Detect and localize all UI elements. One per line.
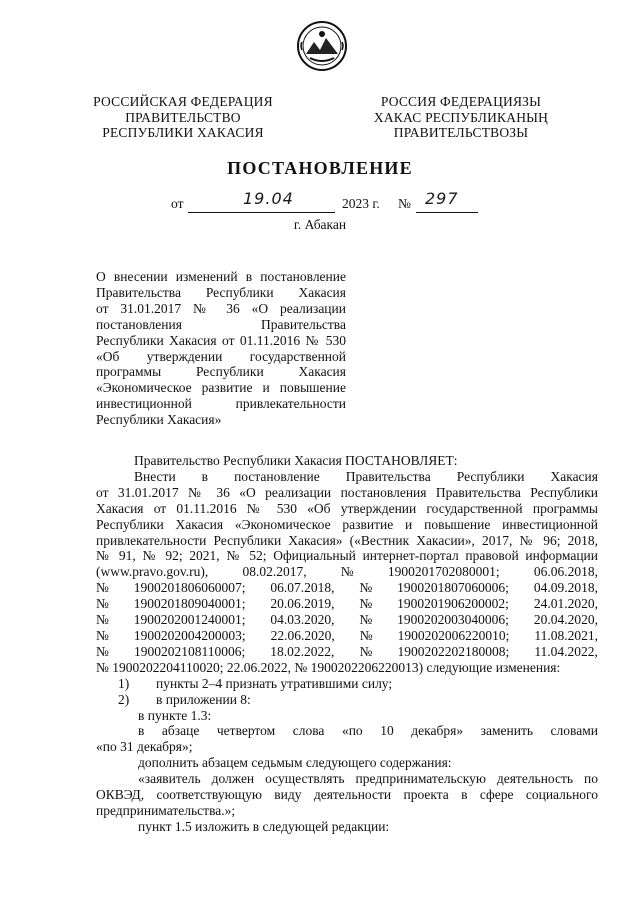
intro-line: Правительство Республики Хакасия ПОСТАНОВЛЯЕТ: xyxy=(134,453,458,468)
registry-cell: 04.09.2018, xyxy=(533,580,598,596)
registry-cell: 1900202003040006; xyxy=(397,612,509,628)
subject-line: «Экономическое развитие и повышение xyxy=(96,380,346,396)
registry-cell: 1900201809040001; xyxy=(133,596,246,612)
header-left-line: РЕСПУБЛИКИ ХАКАСИЯ xyxy=(102,125,264,140)
header-left-line: ПРАВИТЕЛЬСТВО xyxy=(125,109,241,125)
registry-cell: 24.01.2020, xyxy=(533,596,598,612)
registry-cell: 11.04.2022, xyxy=(534,643,598,659)
body-line: Республики Хакасия «Экономическое развитие и повышение инвестиционной xyxy=(96,516,598,532)
header-left xyxy=(88,94,278,141)
registry-line xyxy=(96,612,598,628)
item-number: 1) xyxy=(118,675,130,691)
header-left-line: РОССИЙСКАЯ ФЕДЕРАЦИЯ xyxy=(93,94,273,109)
registry-line xyxy=(96,628,598,644)
registry-cell: 1900201807060006; xyxy=(397,580,509,596)
list-item xyxy=(96,676,598,692)
registry-cell: № xyxy=(96,596,109,612)
document-title: ПОСТАНОВЛЕНИЕ xyxy=(227,158,413,178)
body-line: в пункте 1.3: xyxy=(138,707,212,723)
quote-line: предпринимательства.»; xyxy=(96,802,236,818)
quote-line: «заявитель должен осуществлять предпринимательскую деятельность по xyxy=(138,771,598,787)
registry-cell: № xyxy=(96,627,109,643)
registry-line xyxy=(96,564,598,580)
list-item xyxy=(96,692,598,708)
registry-cell: 04.03.2020, xyxy=(270,612,335,628)
body-line: пункт 1.5 изложить в следующей редакции: xyxy=(138,818,390,834)
body-line: дополнить абзацем седьмым следующего содержания: xyxy=(138,755,452,771)
subject-line: программы Республики Хакасия xyxy=(96,364,346,380)
header-right-line: ПРАВИТЕЛЬСТВОЗЫ xyxy=(393,125,529,140)
handwritten-date: 19.04 xyxy=(243,189,294,208)
registry-cell: № xyxy=(96,612,109,628)
subject-line: постановления Правительства xyxy=(96,316,346,332)
registry-cell: 06.06.2018, xyxy=(533,564,598,580)
subject-line: «Об утверждении государственной xyxy=(96,348,346,364)
item-number: 2) xyxy=(118,691,130,707)
registry-cell: 08.02.2017, xyxy=(242,564,307,580)
registry-cell: 1900201906200002; xyxy=(397,596,509,612)
registry-cell: № xyxy=(359,643,373,659)
registry-cell: 20.06.2019, xyxy=(270,596,335,612)
registry-cell: 1900202108110006; xyxy=(133,643,246,659)
header-right xyxy=(366,94,556,141)
date-prefix: от xyxy=(171,196,184,211)
registry-cell: 11.08.2021, xyxy=(534,627,598,643)
registry-cell: № xyxy=(359,580,373,596)
item-text: в приложении 8: xyxy=(156,691,251,707)
number-sign: № xyxy=(398,196,411,211)
registry-cell: № xyxy=(359,596,373,612)
date-line xyxy=(0,189,640,214)
registry-cell: (www.pravo.gov.ru), xyxy=(96,564,209,580)
registry-cell: 1900201806060007; xyxy=(133,580,246,596)
registry-cell: 1900202001240001; xyxy=(133,612,246,628)
subject-line: О внесении изменений в постановление xyxy=(96,269,346,284)
registry-line xyxy=(96,644,598,660)
body-line: привлекательности Республики Хакасия» («Вестник Хакасии», 2017, № 96; 2018, xyxy=(96,532,598,548)
registry-cell: 20.04.2020, xyxy=(533,612,598,628)
header-right-line: РОССИЯ ФЕДЕРАЦИЯЗЫ xyxy=(380,94,542,109)
registry-cell: 18.02.2022, xyxy=(270,643,335,659)
registry-cell: № xyxy=(96,580,109,596)
city: г. Абакан xyxy=(293,217,347,232)
document-body xyxy=(96,453,598,835)
registry-cell: № xyxy=(359,627,373,643)
body-line: в абзаце четвертом слова «по 10 декабря» заменить словами xyxy=(138,723,598,739)
subject-line: Республики Хакасия от 01.11.2016 № 530 xyxy=(96,332,346,348)
subject-block xyxy=(96,269,346,428)
coat-of-arms-icon xyxy=(296,20,348,72)
body-line: Внести в постановление Правительства Республики Хакасия xyxy=(134,468,598,484)
body-line: «по 31 декабря»; xyxy=(96,739,193,755)
subject-line: от 31.01.2017 № 36 «О реализации xyxy=(96,300,346,316)
item-text: пункты 2–4 признать утратившими силу; xyxy=(156,675,393,691)
body-line: Хакасия от 01.11.2016 № 530 «Об утверждении государственной программы xyxy=(96,500,598,516)
registry-cell: 06.07.2018, xyxy=(270,580,335,596)
date-year: 2023 г. xyxy=(342,196,380,211)
body-line: от 31.01.2017 № 36 «О реализации постановления Правительства Республики xyxy=(96,484,598,500)
date-underline xyxy=(188,212,335,213)
registry-cell: 22.06.2020, xyxy=(270,627,335,643)
registry-cell: 1900202004200003; xyxy=(133,627,246,643)
registry-last-line: № 1900202204110020; 22.06.2022, № 1900202206220013) следующие изменения: xyxy=(96,659,561,675)
registry-cell: 1900201702080001; xyxy=(387,564,500,580)
registry-cell: 1900202202180008; xyxy=(397,643,510,659)
registry-cell: 1900202006220010; xyxy=(397,627,510,643)
registry-cell: № xyxy=(96,643,109,659)
registry-line xyxy=(96,580,598,596)
number-underline xyxy=(416,212,478,213)
subject-line: Республики Хакасия» xyxy=(96,412,222,428)
registry-line xyxy=(96,596,598,612)
quote-line: ОКВЭД, соответствующую виду деятельности проекта в сфере социального xyxy=(96,787,598,803)
header-right-line: ХАКАС РЕСПУБЛИКАНЫҢ xyxy=(373,109,549,125)
registry-cell: № xyxy=(340,564,354,580)
handwritten-number: 297 xyxy=(425,189,459,208)
subject-line: Правительства Республики Хакасия xyxy=(96,284,346,300)
subject-line: инвестиционной привлекательности xyxy=(96,396,346,412)
registry-cell: № xyxy=(359,612,373,628)
body-line: № 91, № 92; 2021, № 52; Официальный интернет-портал правовой информации xyxy=(96,548,598,564)
